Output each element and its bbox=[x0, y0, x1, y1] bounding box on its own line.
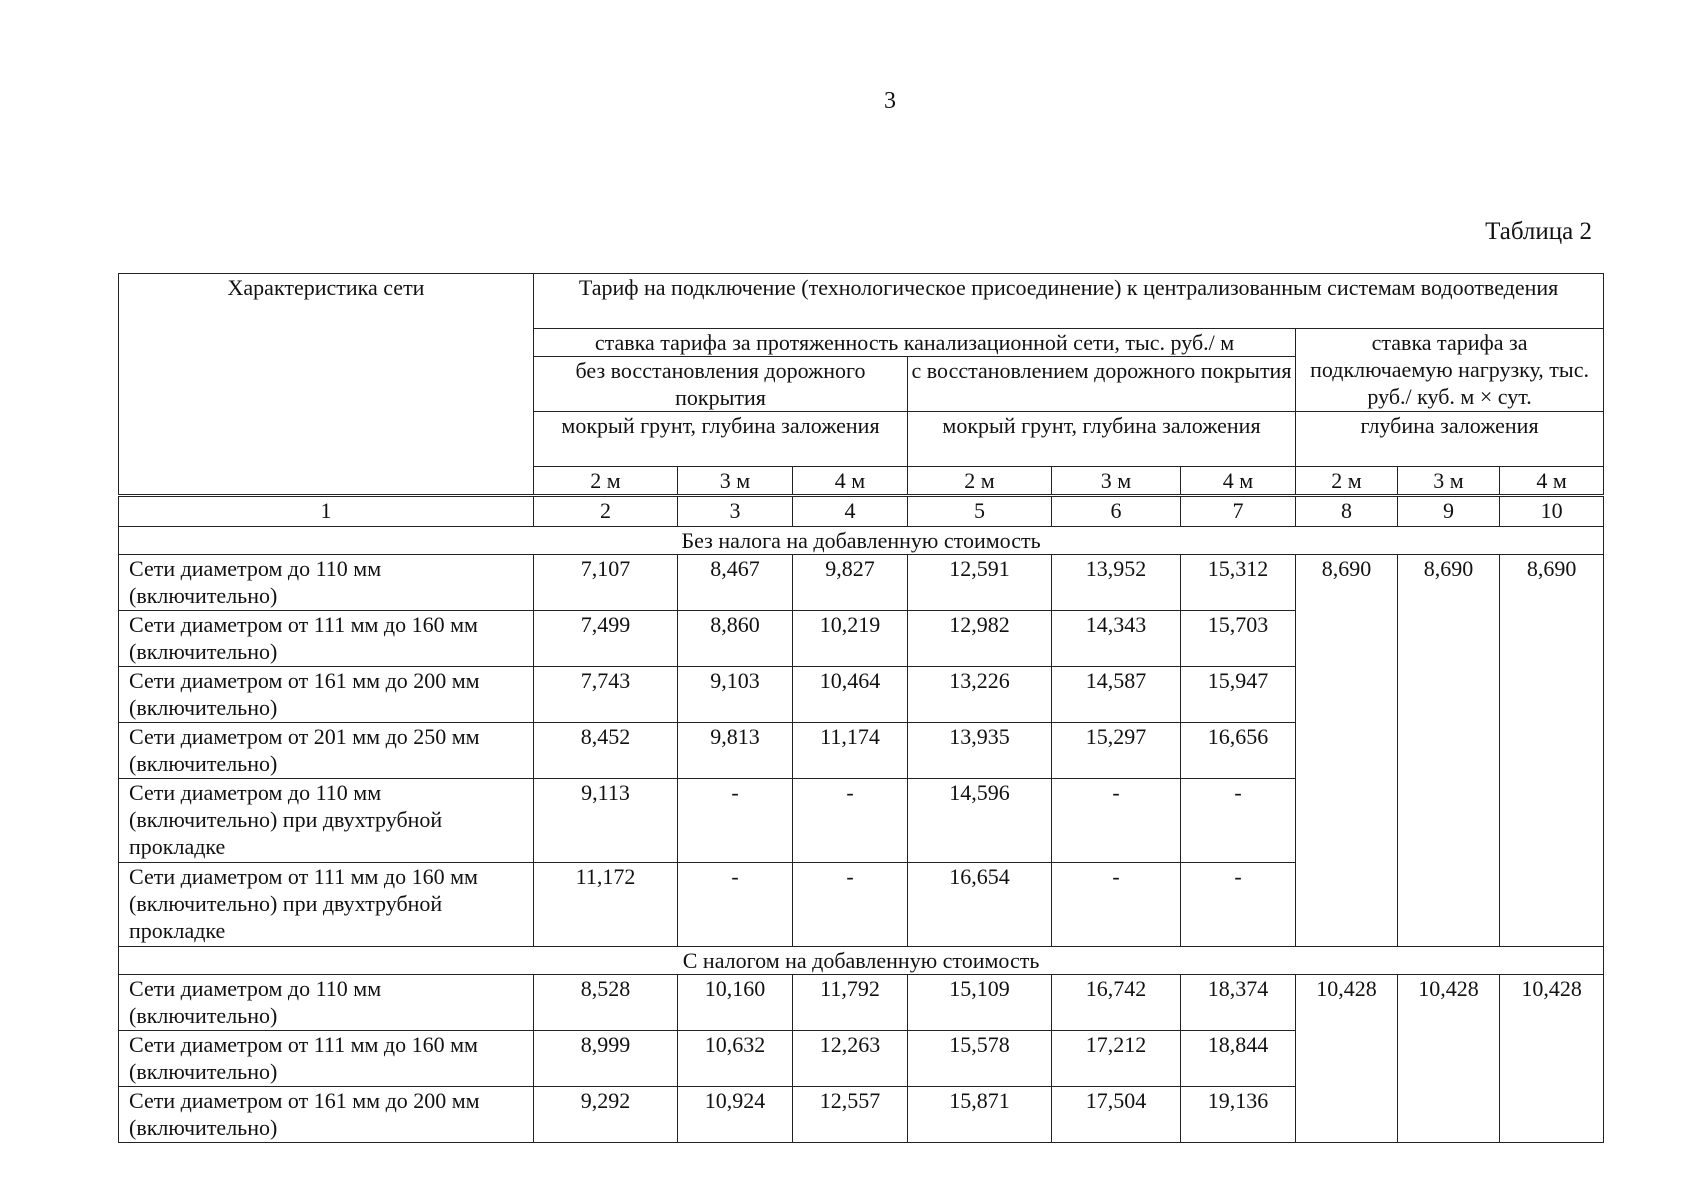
tariff-value: 11,174 bbox=[793, 723, 908, 779]
tariff-value: - bbox=[1181, 779, 1296, 863]
section-title: С налогом на добавленную стоимость bbox=[119, 947, 1604, 975]
load-rate-value: 10,428 bbox=[1500, 975, 1604, 1143]
header-wet-soil: мокрый грунт, глубина заложения bbox=[534, 412, 908, 467]
tariff-value: 18,844 bbox=[1181, 1031, 1296, 1087]
column-index: 7 bbox=[1181, 496, 1296, 527]
tariff-value: 12,557 bbox=[793, 1087, 908, 1143]
network-label: Сети диаметром от 201 мм до 250 мм (включительно) bbox=[119, 723, 534, 779]
depth-header: 3 м bbox=[678, 467, 793, 496]
table-row bbox=[119, 975, 1604, 1031]
tariff-value: 17,212 bbox=[1052, 1031, 1181, 1087]
tariff-value: 8,528 bbox=[534, 975, 678, 1031]
header-wet-soil: мокрый грунт, глубина заложения bbox=[908, 412, 1296, 467]
depth-header: 2 м bbox=[908, 467, 1052, 496]
tariff-value: 16,654 bbox=[908, 863, 1052, 947]
tariff-table bbox=[118, 273, 1604, 1143]
header-tariff: Тариф на подключение (технологическое присоединение) к централизованным системам водоотведения bbox=[534, 274, 1604, 329]
tariff-value: 13,226 bbox=[908, 667, 1052, 723]
header-load-rate: ставка тарифа за подключаемую нагрузку, тыс. руб./ куб. м × сут. bbox=[1296, 329, 1604, 412]
column-index: 6 bbox=[1052, 496, 1181, 527]
depth-header: 4 м bbox=[1500, 467, 1604, 496]
column-index: 5 bbox=[908, 496, 1052, 527]
tariff-value: 19,136 bbox=[1181, 1087, 1296, 1143]
section-title-row bbox=[119, 947, 1604, 975]
network-label: Сети диаметром от 111 мм до 160 мм (включительно) при двухтрубной прокладке bbox=[119, 863, 534, 947]
depth-header: 2 м bbox=[534, 467, 678, 496]
tariff-value: 9,292 bbox=[534, 1087, 678, 1143]
network-label: Сети диаметром от 111 мм до 160 мм (включительно) bbox=[119, 611, 534, 667]
network-label: Сети диаметром от 161 мм до 200 мм (включительно) bbox=[119, 667, 534, 723]
tariff-value: 16,742 bbox=[1052, 975, 1181, 1031]
tariff-value: 15,297 bbox=[1052, 723, 1181, 779]
tariff-value: 15,312 bbox=[1181, 555, 1296, 611]
tariff-value: 14,596 bbox=[908, 779, 1052, 863]
network-label: Сети диаметром от 111 мм до 160 мм (включительно) bbox=[119, 1031, 534, 1087]
tariff-value: 11,172 bbox=[534, 863, 678, 947]
depth-header: 4 м bbox=[1181, 467, 1296, 496]
column-index: 8 bbox=[1296, 496, 1398, 527]
tariff-value: 13,952 bbox=[1052, 555, 1181, 611]
tariff-value: 7,743 bbox=[534, 667, 678, 723]
tariff-value: - bbox=[1052, 863, 1181, 947]
table-header bbox=[119, 274, 1604, 527]
depth-header: 4 м bbox=[793, 467, 908, 496]
column-index: 1 bbox=[119, 496, 534, 527]
load-rate-value: 8,690 bbox=[1296, 555, 1398, 947]
tariff-value: 9,813 bbox=[678, 723, 793, 779]
tariff-value: 8,999 bbox=[534, 1031, 678, 1087]
load-rate-value: 10,428 bbox=[1398, 975, 1500, 1143]
tariff-value: 8,467 bbox=[678, 555, 793, 611]
tariff-value: 17,504 bbox=[1052, 1087, 1181, 1143]
network-label: Сети диаметром до 110 мм (включительно) при двухтрубной прокладке bbox=[119, 779, 534, 863]
page-number: 3 bbox=[884, 88, 896, 114]
tariff-value: 13,935 bbox=[908, 723, 1052, 779]
tariff-value: 12,263 bbox=[793, 1031, 908, 1087]
load-rate-value: 10,428 bbox=[1296, 975, 1398, 1143]
tariff-value: 14,343 bbox=[1052, 611, 1181, 667]
network-label: Сети диаметром до 110 мм (включительно) bbox=[119, 975, 534, 1031]
network-label: Сети диаметром до 110 мм (включительно) bbox=[119, 555, 534, 611]
column-index: 4 bbox=[793, 496, 908, 527]
tariff-value: 10,464 bbox=[793, 667, 908, 723]
tariff-value: - bbox=[678, 863, 793, 947]
tariff-value: 10,219 bbox=[793, 611, 908, 667]
column-index: 3 bbox=[678, 496, 793, 527]
header-length-rate: ставка тарифа за протяженность канализационной сети, тыс. руб./ м bbox=[534, 329, 1296, 357]
tariff-value: - bbox=[1181, 863, 1296, 947]
tariff-value: 8,452 bbox=[534, 723, 678, 779]
tariff-value: 8,860 bbox=[678, 611, 793, 667]
header-without-restoration: без восстановления дорожного покрытия bbox=[534, 357, 908, 412]
tariff-value: 10,924 bbox=[678, 1087, 793, 1143]
tariff-value: 15,109 bbox=[908, 975, 1052, 1031]
section-title: Без налога на добавленную стоимость bbox=[119, 527, 1604, 555]
tariff-value: 11,792 bbox=[793, 975, 908, 1031]
column-index-row bbox=[119, 496, 1604, 527]
tariff-value: - bbox=[793, 779, 908, 863]
tariff-value: 7,499 bbox=[534, 611, 678, 667]
header-with-restoration: с восстановлением дорожного покрытия bbox=[908, 357, 1296, 412]
tariff-value: - bbox=[793, 863, 908, 947]
tariff-value: - bbox=[1052, 779, 1181, 863]
tariff-value: 14,587 bbox=[1052, 667, 1181, 723]
table-caption: Таблица 2 bbox=[1485, 218, 1592, 245]
depth-header: 2 м bbox=[1296, 467, 1398, 496]
tariff-value: 12,982 bbox=[908, 611, 1052, 667]
depth-header: 3 м bbox=[1398, 467, 1500, 496]
tariff-value: 7,107 bbox=[534, 555, 678, 611]
tariff-value: - bbox=[678, 779, 793, 863]
depth-header: 3 м bbox=[1052, 467, 1181, 496]
column-index: 9 bbox=[1398, 496, 1500, 527]
tariff-value: 18,374 bbox=[1181, 975, 1296, 1031]
load-rate-value: 8,690 bbox=[1500, 555, 1604, 947]
network-label: Сети диаметром от 161 мм до 200 мм (включительно) bbox=[119, 1087, 534, 1143]
table-body bbox=[119, 527, 1604, 1143]
tariff-value: 9,113 bbox=[534, 779, 678, 863]
tariff-value: 15,578 bbox=[908, 1031, 1052, 1087]
tariff-value: 10,160 bbox=[678, 975, 793, 1031]
tariff-value: 15,871 bbox=[908, 1087, 1052, 1143]
tariff-value: 16,656 bbox=[1181, 723, 1296, 779]
load-rate-value: 8,690 bbox=[1398, 555, 1500, 947]
header-network: Характеристика сети bbox=[119, 274, 534, 496]
tariff-value: 15,703 bbox=[1181, 611, 1296, 667]
section-title-row bbox=[119, 527, 1604, 555]
tariff-value: 10,632 bbox=[678, 1031, 793, 1087]
tariff-value: 12,591 bbox=[908, 555, 1052, 611]
table-row bbox=[119, 555, 1604, 611]
column-index: 10 bbox=[1500, 496, 1604, 527]
tariff-value: 9,103 bbox=[678, 667, 793, 723]
tariff-value: 15,947 bbox=[1181, 667, 1296, 723]
column-index: 2 bbox=[534, 496, 678, 527]
header-depth: глубина заложения bbox=[1296, 412, 1604, 467]
tariff-value: 9,827 bbox=[793, 555, 908, 611]
